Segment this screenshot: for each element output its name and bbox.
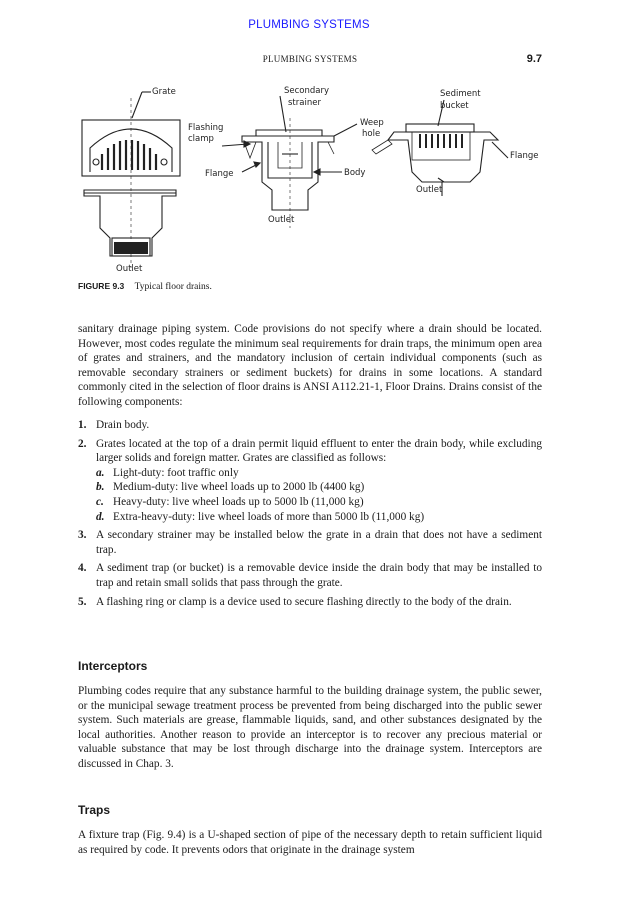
- label-secondary-strainer-2: strainer: [288, 98, 321, 108]
- list-number: 1.: [78, 419, 87, 431]
- grate-class-letter: b.: [96, 481, 105, 494]
- label-outlet-right: Outlet: [416, 185, 443, 195]
- grate-class-item: [96, 466, 542, 481]
- label-grate: Grate: [152, 87, 176, 97]
- list-item: [78, 528, 542, 557]
- label-flashing-clamp-2: clamp: [188, 134, 214, 144]
- label-flange-right: Flange: [510, 151, 539, 161]
- heading-traps: Traps: [78, 803, 111, 817]
- list-item: [78, 595, 542, 610]
- grate-class-item: [96, 495, 542, 510]
- grate-class-text: Extra-heavy-duty: live wheel loads of more than 5000 lb (11,000 kg): [113, 510, 425, 523]
- figure-floor-drains: [72, 78, 552, 278]
- page-header: [78, 54, 542, 68]
- list-item-text: A flashing ring or clamp is a device used to secure flashing directly to the body of the drain.: [96, 595, 512, 608]
- grate-class-letter: d.: [96, 510, 105, 523]
- list-number: 3.: [78, 529, 87, 542]
- components-list: [78, 418, 542, 613]
- header-title: PLUMBING SYSTEMS: [262, 54, 358, 64]
- label-weep-hole-1: Weep: [360, 118, 384, 128]
- grate-class-letter: a.: [96, 466, 105, 479]
- grate-class-text: Light-duty: foot traffic only: [113, 466, 239, 479]
- list-item-text: A sediment trap (or bucket) is a removable device inside the drain body that may be installed to trap and retain small solids that pass through the grate.: [96, 562, 542, 589]
- intro-paragraph: sanitary drainage piping system. Code provisions do not specify where a drain should be located. However, most codes regulate the minimum seal requirements for drain traps, the minimum open area of grates and strainers, and the mandatory inclusion of certain individual components (such as removable secondary strainers or sediment buckets) for drains in some locations. A standard commonly cited in the selection of floor drains is ANSI A112.21-1, Floor Drains. Drains consist of the following components:: [78, 323, 542, 408]
- list-number: 4.: [78, 562, 87, 575]
- grate-class-item: [96, 510, 542, 525]
- list-item-text: Grates located at the top of a drain permit liquid effluent to enter the drain body, while excluding larger solids and foreign matter. Grates are classified as follows:: [96, 437, 542, 465]
- page-number: 9.7: [526, 53, 542, 65]
- label-flange-left: Flange: [205, 169, 234, 179]
- list-item-text: A secondary strainer may be installed below the grate in a drain that does not have a sediment trap.: [96, 529, 542, 556]
- grate-class-text: Medium-duty: live wheel loads up to 2000 lb (4400 kg): [113, 481, 365, 494]
- label-outlet-middle: Outlet: [268, 215, 295, 225]
- interceptors-paragraph: Plumbing codes require that any substance harmful to the building drainage system, the public sewer, or the municipal sewage treatment process be prevented from being discharged into the public sewer system. Such materials are grease, flammable liquids, sand, and other substances designated by the local authorities. Another reason to provide an interceptor is to recover any precious material or valuable substance that may be lost through discharge into the drainage system. Interceptors are discussed in Chap. 3.: [78, 685, 542, 770]
- list-item: [78, 561, 542, 590]
- figure-caption: [78, 281, 212, 292]
- heading-interceptors: Interceptors: [78, 659, 148, 673]
- label-body: Body: [344, 168, 366, 178]
- floor-drains-illustration: [72, 78, 552, 278]
- label-sediment-bucket-1: Sediment: [440, 89, 481, 99]
- list-item-text: Drain body.: [96, 419, 150, 431]
- list-number: 2.: [78, 437, 87, 450]
- bucket-slots: [420, 134, 462, 148]
- label-secondary-strainer-1: Secondary: [284, 86, 330, 96]
- label-flashing-clamp-1: Flashing: [188, 123, 224, 133]
- caption-text: Typical floor drains.: [134, 282, 212, 292]
- list-item: [78, 437, 542, 525]
- list-number: 5.: [78, 595, 87, 608]
- running-title: PLUMBING SYSTEMS: [248, 19, 370, 31]
- label-sediment-bucket-2: bucket: [440, 101, 469, 111]
- traps-paragraph: A fixture trap (Fig. 9.4) is a U-shaped section of pipe of the necessary depth to retain sufficient liquid as required by code. It prevents odors that originate in the drainage system: [78, 829, 542, 856]
- list-item: [78, 418, 542, 433]
- label-outlet-left: Outlet: [116, 264, 143, 274]
- grate-slots: [102, 140, 156, 170]
- grate-class-text: Heavy-duty: live wheel loads up to 5000 lb (11,000 kg): [113, 495, 364, 508]
- caption-label: FIGURE 9.3: [78, 281, 125, 291]
- grate-class-letter: c.: [96, 495, 104, 508]
- label-weep-hole-2: hole: [362, 129, 381, 139]
- grate-class-item: [96, 480, 542, 495]
